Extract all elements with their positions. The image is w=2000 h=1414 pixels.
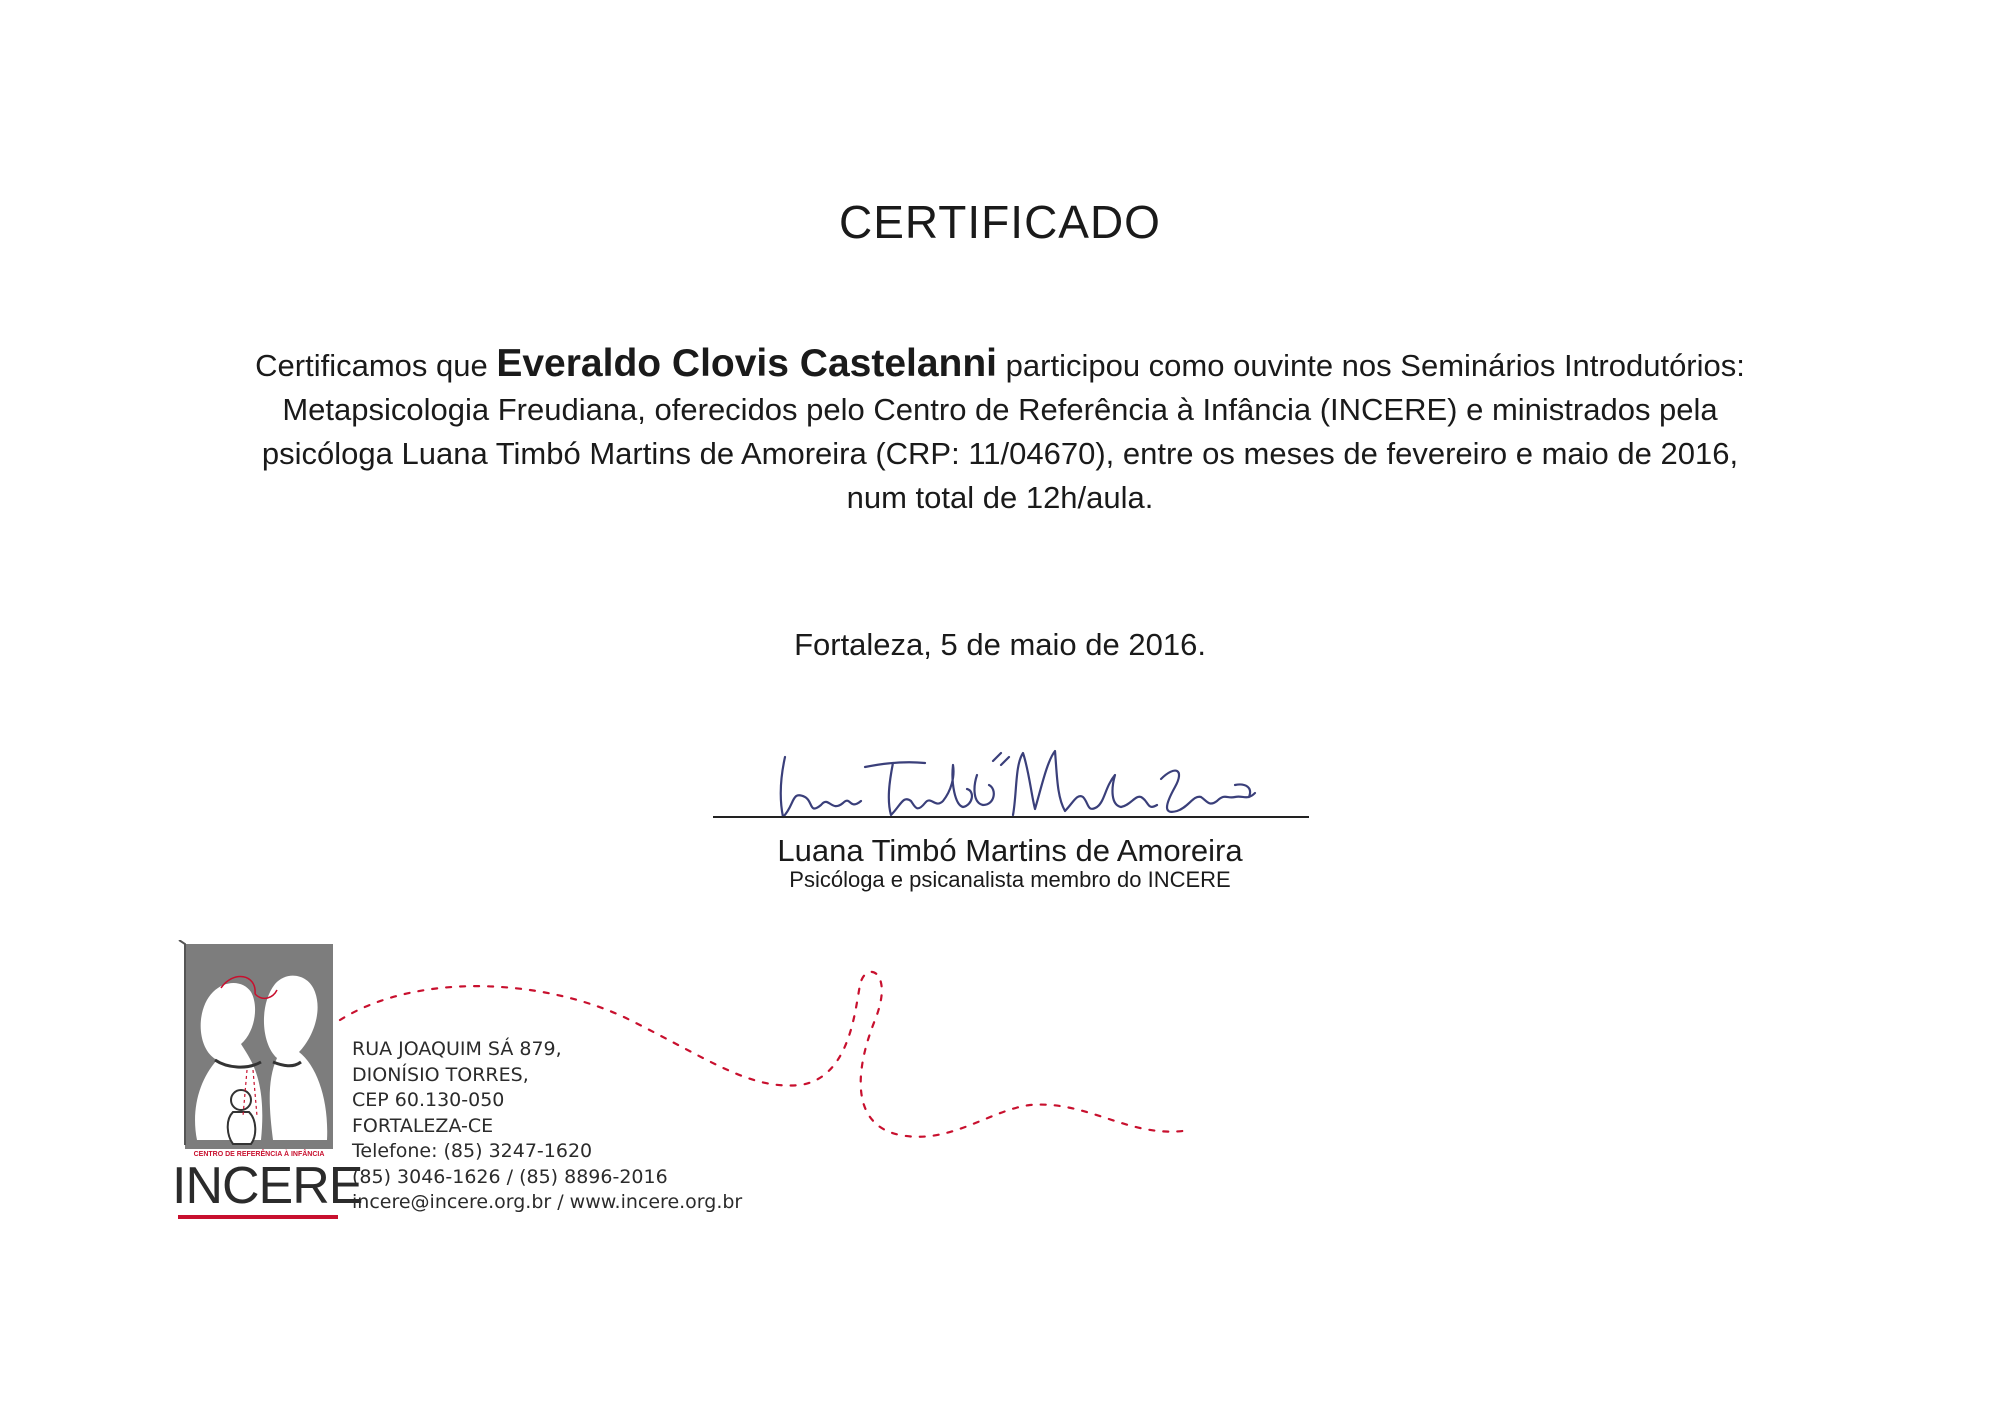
contact-block: [352, 1037, 742, 1216]
phone-line: Telefone: (85) 3247-1620: [352, 1140, 593, 1162]
email-web-line: incere@incere.org.br / www.incere.org.br: [352, 1191, 743, 1213]
logo-red-bar: [178, 1215, 338, 1219]
body-line-4: num total de 12h/aula.: [846, 480, 1154, 515]
place-date: Fortaleza, 5 de maio de 2016.: [794, 627, 1206, 662]
signer-name: Luana Timbó Martins de Amoreira: [777, 833, 1243, 868]
signature-line: [713, 816, 1309, 818]
address-line: FORTALEZA-CE: [352, 1114, 494, 1137]
address-line: CEP 60.130-050: [352, 1089, 505, 1111]
address-line: DIONÍSIO TORRES,: [352, 1063, 529, 1086]
body-line-1-rest: participou como ouvinte nos Seminários Introdutórios:: [1005, 348, 1745, 383]
intro-text: Certificamos que: [255, 348, 488, 383]
certificate-title: CERTIFICADO: [839, 196, 1161, 248]
signer-role: Psicóloga e psicanalista membro do INCERE: [789, 867, 1231, 892]
logo-subtitle: CENTRO DE REFERÊNCIA À INFÂNCIA: [193, 1151, 325, 1158]
handwritten-signature: [765, 735, 1265, 825]
logo-wordmark: INCERE: [172, 1157, 363, 1215]
certificate-body: [150, 342, 1850, 520]
phone-line: (85) 3046-1626 / (85) 8896-2016: [352, 1165, 668, 1188]
incere-logo: [172, 940, 363, 1220]
family-logo-icon: [177, 940, 337, 1150]
body-line-3: psicóloga Luana Timbó Martins de Amoreira (CRP: 11/04670), entre os meses de fevereiro e maio de 2016,: [261, 436, 1739, 471]
body-line-1: [150, 342, 1850, 388]
recipient-name: Everaldo Clovis Castelanni: [496, 342, 998, 385]
body-line-2: Metapsicologia Freudiana, oferecidos pelo Centro de Referência à Infância (INCERE) e ministrados pela: [282, 392, 1718, 427]
address-line: RUA JOAQUIM SÁ 879,: [352, 1038, 562, 1060]
